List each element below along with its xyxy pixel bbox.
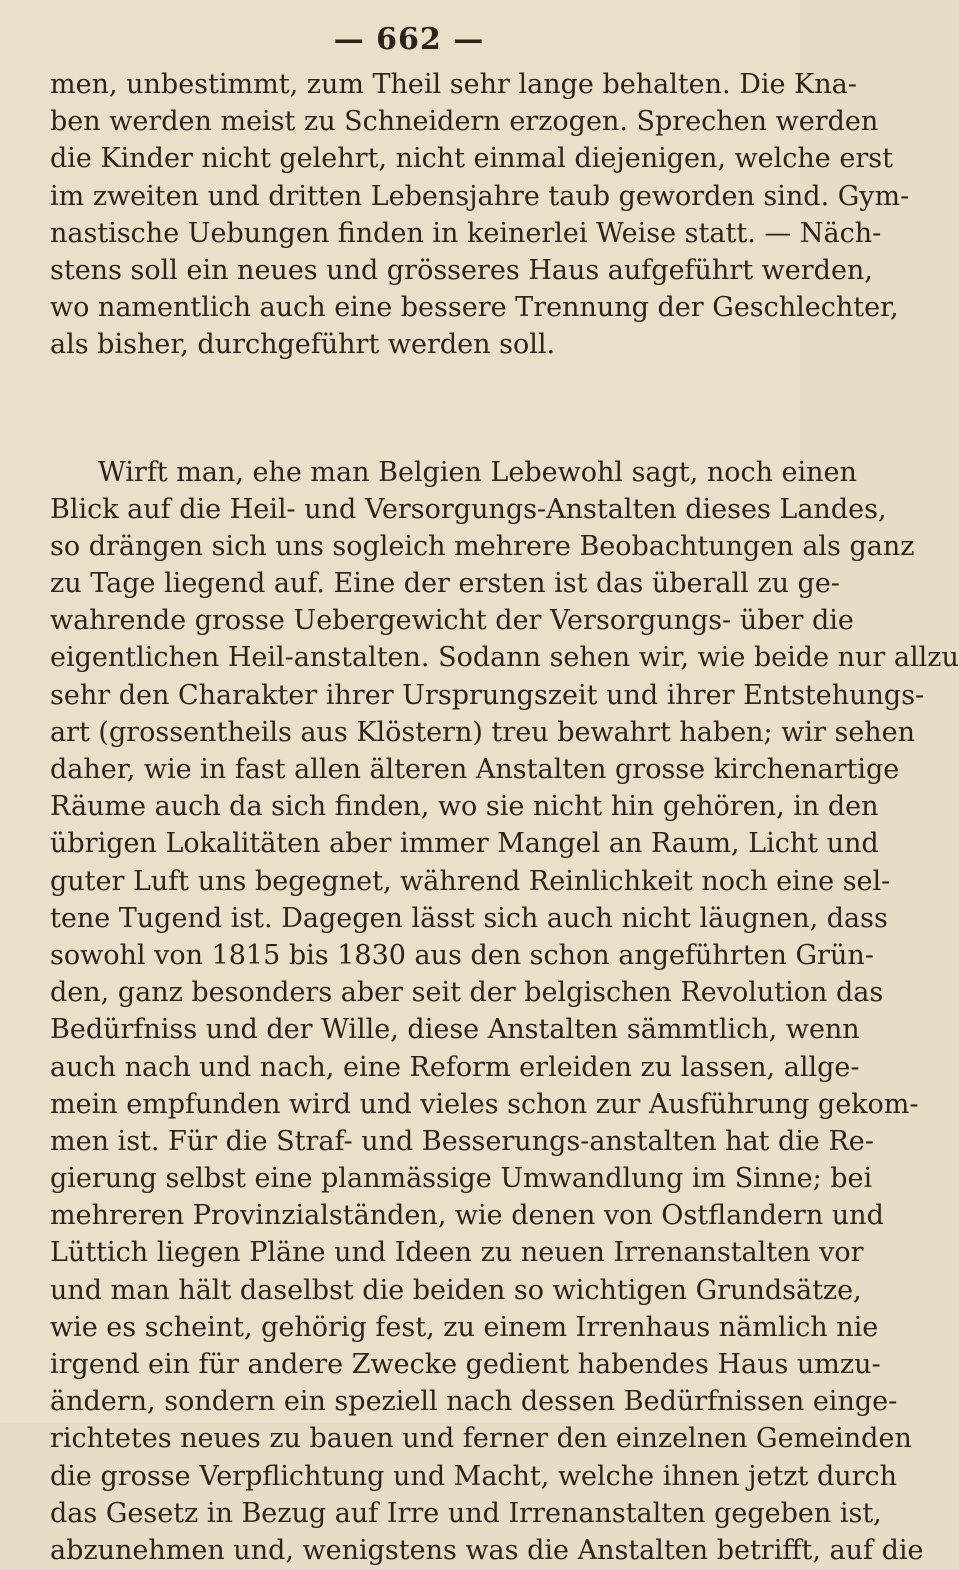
text-line: Räume auch da sich finden, wo sie nicht hin gehören, in den: [50, 788, 768, 825]
text-line: das Gesetz in Bezug auf Irre und Irrenanstalten gegeben ist,: [50, 1495, 768, 1532]
text-line: guter Luft uns begegnet, während Reinlichkeit noch eine sel-: [50, 863, 768, 900]
text-line: wo namentlich auch eine bessere Trennung der Geschlechter,: [50, 289, 768, 326]
paragraph-1: [50, 66, 768, 364]
text-line: art (grossentheils aus Klöstern) treu bewahrt haben; wir sehen: [50, 714, 768, 751]
text-line: ändern, sondern ein speziell nach dessen Bedürfnissen einge-: [50, 1383, 768, 1420]
text-line: richtetes neues zu bauen und ferner den einzelnen Gemeinden: [50, 1420, 768, 1457]
text-line: Wirft man, ehe man Belgien Lebewohl sagt, noch einen: [50, 454, 768, 491]
page-number: — 662 —: [50, 18, 768, 66]
text-line: gierung selbst eine planmässige Umwandlung im Sinne; bei: [50, 1160, 768, 1197]
text-line: zu Tage liegend auf. Eine der ersten ist das überall zu ge-: [50, 565, 768, 602]
text-line: men ist. Für die Straf- und Besserungs-anstalten hat die Re-: [50, 1123, 768, 1160]
text-line: Lüttich liegen Pläne und Ideen zu neuen Irrenanstalten vor: [50, 1234, 768, 1271]
text-line: wahrende grosse Uebergewicht der Versorgungs- über die: [50, 602, 768, 639]
text-line: daher, wie in fast allen älteren Anstalten grosse kirchenartige: [50, 751, 768, 788]
text-line: mehreren Provinzialständen, wie denen von Ostflandern und: [50, 1197, 768, 1234]
text-line: ben werden meist zu Schneidern erzogen. Sprechen werden: [50, 103, 768, 140]
text-line: abzunehmen und, wenigstens was die Anstalten betrifft, auf die: [50, 1532, 768, 1569]
text-line: wie es scheint, gehörig fest, zu einem Irrenhaus nämlich nie: [50, 1309, 768, 1346]
paragraph-gap: [50, 364, 768, 454]
text-line: nastische Uebungen finden in keinerlei Weise statt. — Näch-: [50, 215, 768, 252]
text-line: und man hält daselbst die beiden so wichtigen Grundsätze,: [50, 1272, 768, 1309]
text-line: men, unbestimmt, zum Theil sehr lange behalten. Die Kna-: [50, 66, 768, 103]
text-line: sowohl von 1815 bis 1830 aus den schon angeführten Grün-: [50, 937, 768, 974]
text-line: sehr den Charakter ihrer Ursprungszeit und ihrer Entstehungs-: [50, 677, 768, 714]
text-line: übrigen Lokalitäten aber immer Mangel an Raum, Licht und: [50, 825, 768, 862]
text-line: den, ganz besonders aber seit der belgischen Revolution das: [50, 974, 768, 1011]
text-line: tene Tugend ist. Dagegen lässt sich auch nicht läugnen, dass: [50, 900, 768, 937]
text-line: eigentlichen Heil-anstalten. Sodann sehen wir, wie beide nur allzu: [50, 639, 768, 676]
text-line: als bisher, durchgeführt werden soll.: [50, 326, 768, 363]
text-line: auch nach und nach, eine Reform erleiden zu lassen, allge-: [50, 1049, 768, 1086]
text-line: im zweiten und dritten Lebensjahre taub geworden sind. Gym-: [50, 178, 768, 215]
text-line: die Kinder nicht gelehrt, nicht einmal diejenigen, welche erst: [50, 140, 768, 177]
text-line: mein empfunden wird und vieles schon zur Ausführung gekom-: [50, 1086, 768, 1123]
text-line: stens soll ein neues und grösseres Haus aufgeführt werden,: [50, 252, 768, 289]
text-line: Bedürfniss und der Wille, diese Anstalten sämmtlich, wenn: [50, 1011, 768, 1048]
text-line: die grosse Verpflichtung und Macht, welche ihnen jetzt durch: [50, 1458, 768, 1495]
text-line: Blick auf die Heil- und Versorgungs-Anstalten dieses Landes,: [50, 491, 768, 528]
paragraph-2: [50, 454, 768, 1569]
text-line: irgend ein für andere Zwecke gedient habendes Haus umzu-: [50, 1346, 768, 1383]
text-line: so drängen sich uns sogleich mehrere Beobachtungen als ganz: [50, 528, 768, 565]
